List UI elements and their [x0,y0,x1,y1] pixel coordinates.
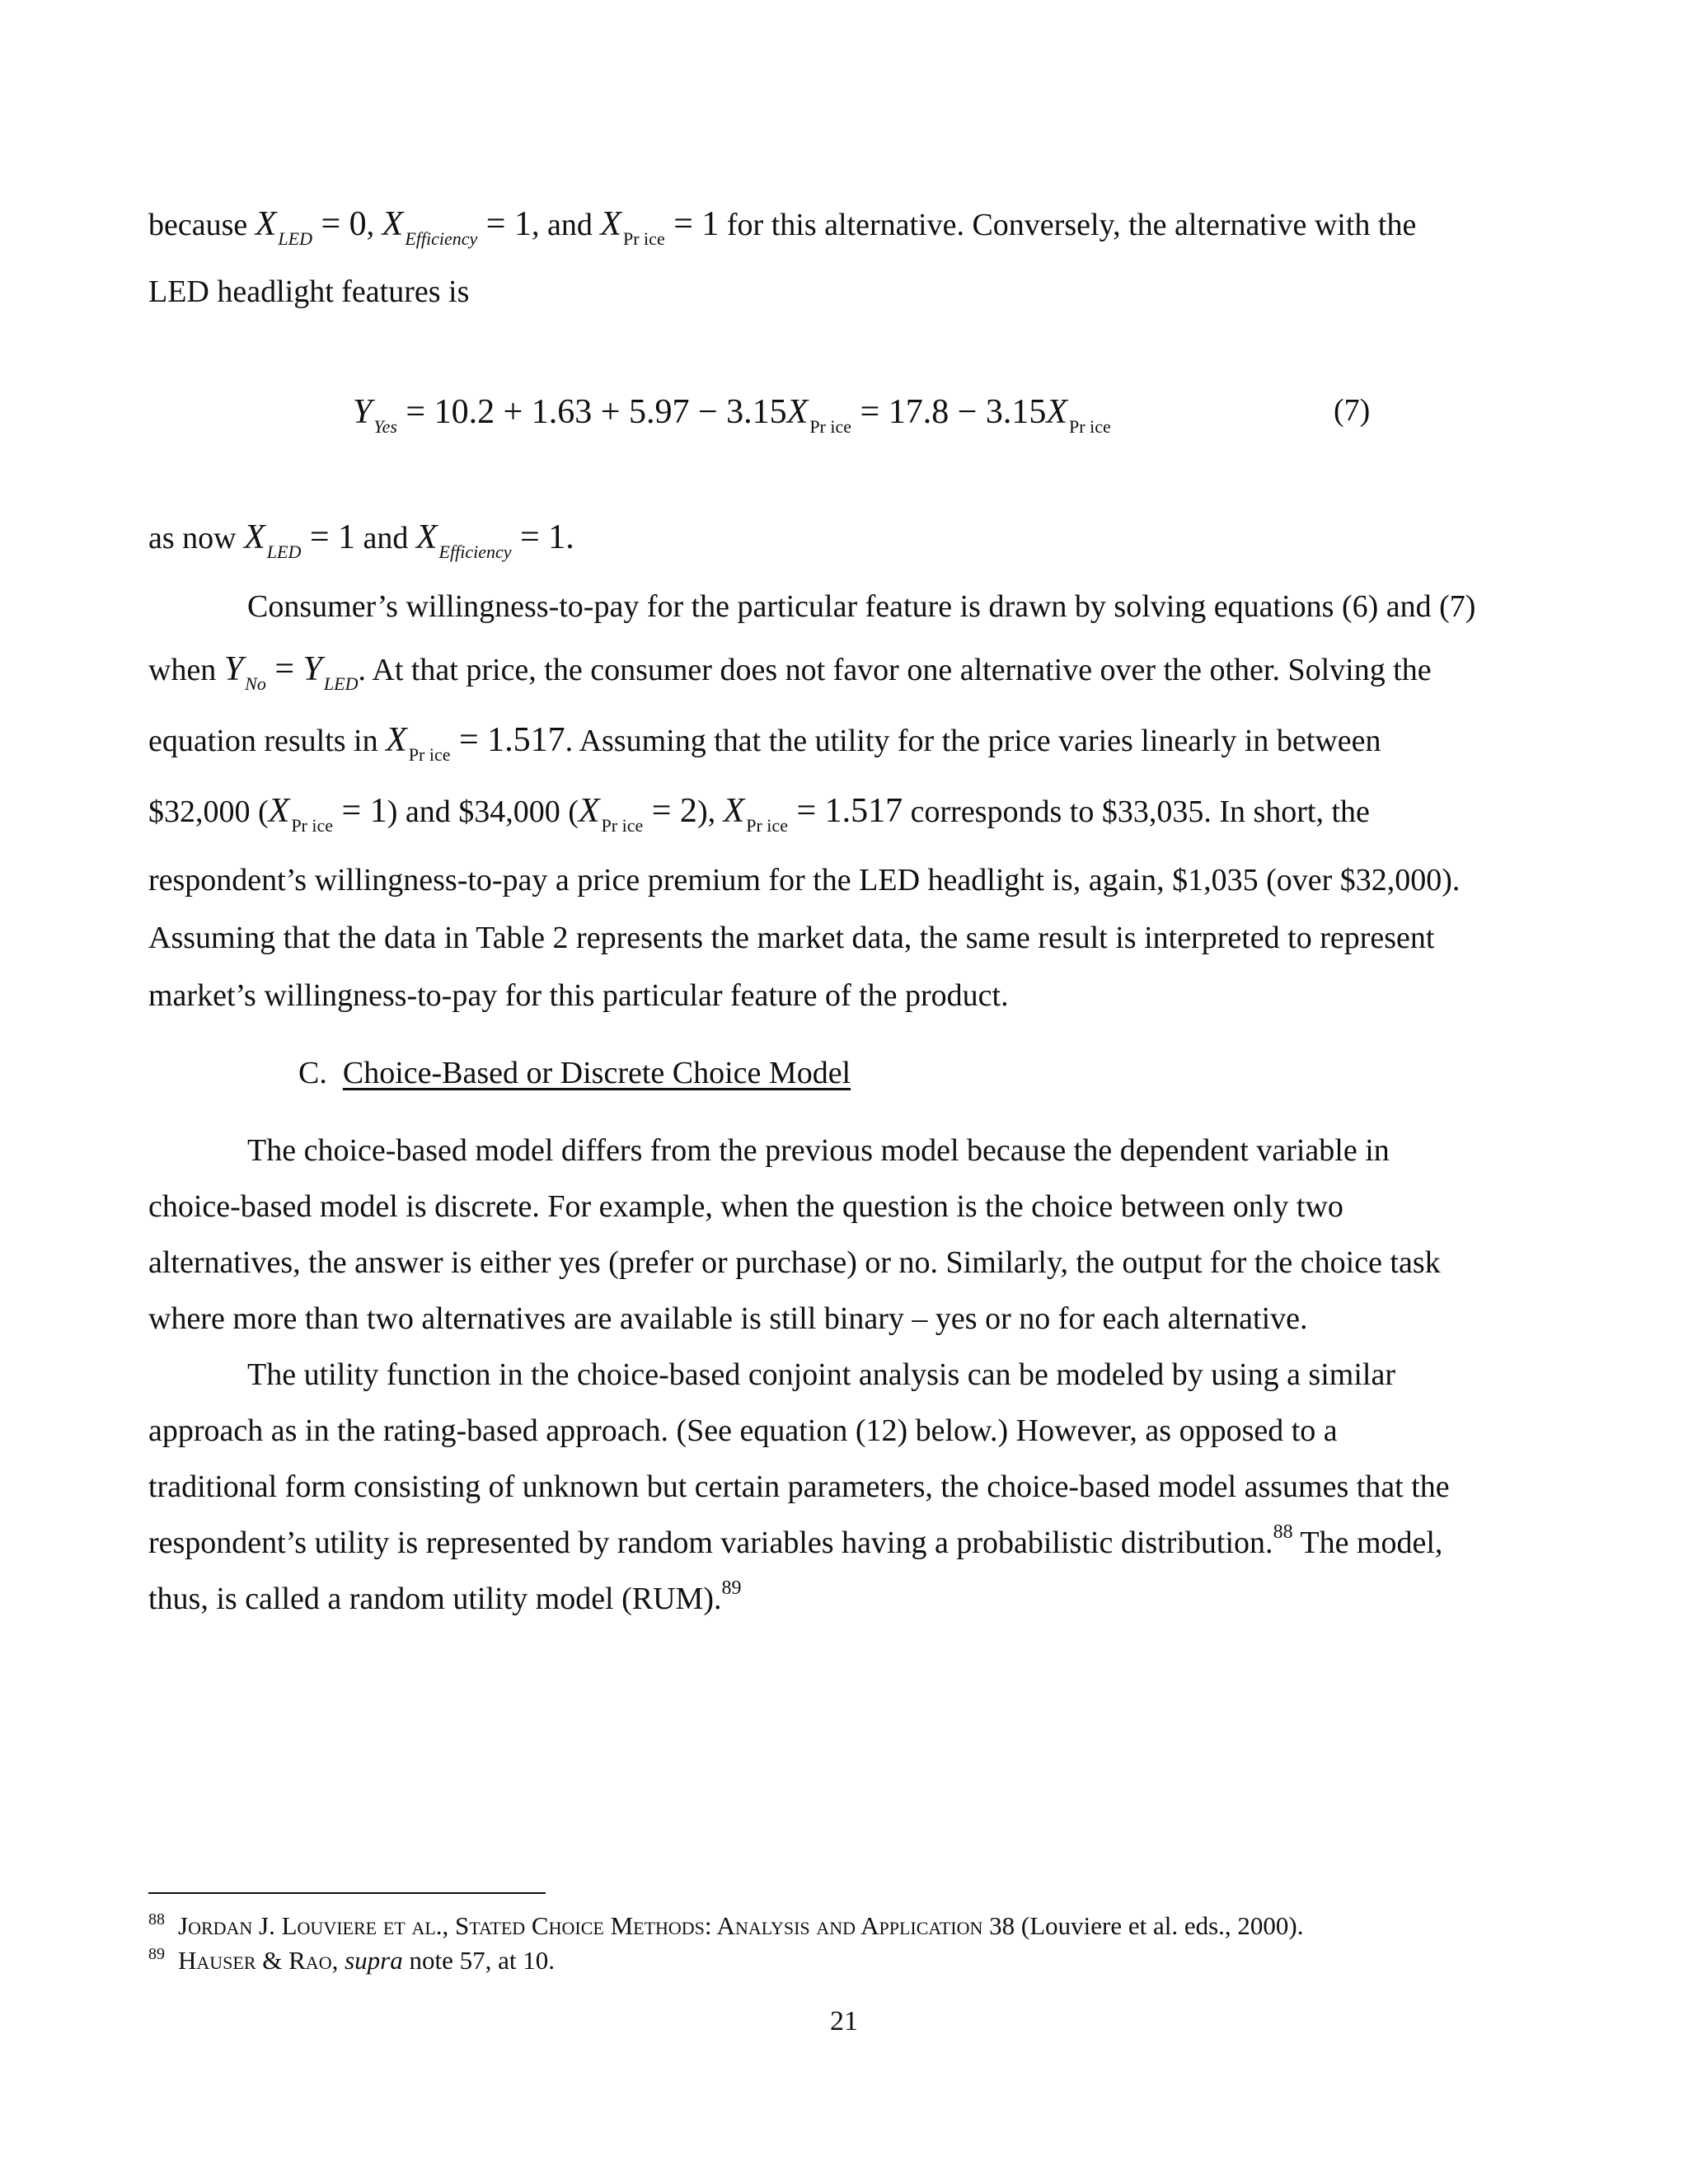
math-value: = 1 [333,792,387,830]
text-fragment: . [565,518,574,556]
text-line: alternatives, the answer is either yes (prefer or purchase) or no. Similarly, the output for the choice task [148,1245,1441,1280]
footnote-number: 89 [148,1945,165,1963]
text-fragment: ), [696,794,724,829]
text-fragment: , [331,1946,345,1975]
text-line-1 [148,204,1416,249]
text-line: where more than two alternatives are available is still binary – yes or no for each alternative. [148,1301,1308,1336]
text-line: The utility function in the choice-based conjoint analysis can be modeled by using a similar [247,1357,1395,1392]
math-var: X [600,205,621,243]
text-fragment: for this alternative. Conversely, the alternative with the [719,208,1417,242]
footnote-authors: Jordan J. Louviere et al. [178,1911,443,1940]
text-line-6 [148,720,1381,765]
text-line: The choice-based model differs from the previous model because the dependent variable in [247,1133,1390,1168]
text-fragment: , [442,1911,456,1940]
text-line: choice-based model is discrete. For example, when the question is the choice between only two [148,1189,1343,1224]
math-var: Y [302,650,322,688]
footnote-title: Stated Choice Methods: Analysis and Application [455,1911,983,1940]
page-number: 21 [830,2006,858,2036]
text-fragment: because [148,208,256,242]
math-value: = 0 [312,205,367,243]
math-value: = [265,650,303,688]
footnote-divider [148,1892,546,1894]
text-line [148,1523,1442,1567]
text-fragment: . At that price, the consumer does not favor one alternative over the other. Solving the [358,653,1432,687]
text-line-9: Assuming that the data in Table 2 represents the market data, the same result is interpreted to represent [148,921,1435,955]
math-value: = 1 [511,518,566,556]
math-subscript: No [245,673,266,694]
math-var: X [1046,393,1068,431]
math-var: X [268,792,290,830]
math-value: = 1 [664,205,720,243]
equation-body: = 10.2 + 1.63 + 5.97 − 3.15 [396,393,787,431]
math-subscript: Pr ice [623,228,665,249]
text-fragment: and [355,521,416,555]
equation-7 [353,387,1111,442]
equation-body: = 17.8 − 3.15 [851,393,1047,431]
text-fragment: ) and $34,000 ( [387,794,579,829]
footnote-number: 88 [148,1910,165,1929]
math-value: = 1.517 [450,721,565,759]
text-fragment: when [148,653,224,687]
math-var: X [786,393,809,431]
text-line-7 [148,791,1370,836]
text-line-10: market’s willingness-to-pay for this particular feature of the product. [148,978,1009,1013]
section-heading [298,1053,851,1093]
text-line: traditional form consisting of unknown but certain parameters, the choice-based model assumes that the [148,1469,1450,1504]
equation-number: (7) [1334,393,1371,428]
footnote-88 [148,1910,1304,1945]
text-line: approach as in the rating-based approach. (See equation (12) below.) However, as opposed to a [148,1413,1338,1448]
footnote-89 [148,1945,555,1980]
math-var: X [386,721,407,759]
text-fragment: note 57, at 10. [402,1946,555,1975]
text-line-4: Consumer’s willingness-to-pay for the particular feature is drawn by solving equations (6) and (7) [247,589,1476,624]
math-var: X [244,518,265,556]
math-value: = 1.517 [787,792,903,830]
math-value: = 2 [643,792,697,830]
footnote-ref-89[interactable]: 89 [721,1577,742,1599]
text-fragment: as now [148,521,245,555]
text-fragment: $32,000 ( [148,794,269,829]
math-value: = 1 [301,518,356,556]
footnote-signal: supra [345,1946,403,1975]
text-line [148,1579,742,1623]
math-subscript: Efficiency [438,541,512,562]
section-title: Choice-Based or Discrete Choice Model [342,1056,851,1090]
text-fragment: corresponds to $33,035. In short, the [903,794,1370,829]
text-fragment: thus, is called a random utility model (RUM). [148,1582,722,1616]
text-fragment: equation results in [148,724,387,758]
math-var: X [415,518,438,556]
math-subscript: Efficiency [405,228,478,249]
footnote-ref-88[interactable]: 88 [1273,1521,1293,1543]
math-value: = 1 [477,205,532,243]
math-subscript: LED [266,541,302,562]
section-label: C. [298,1056,327,1090]
math-var: Y [353,393,373,431]
math-var: X [255,205,277,243]
math-subscript: Yes [373,416,397,437]
text-fragment: 38 (Louviere et al. eds., 2000). [982,1911,1304,1940]
math-subscript: LED [323,673,359,694]
math-subscript: Pr ice [1069,416,1111,437]
text-line-5 [148,649,1432,694]
math-var: X [382,205,404,243]
math-var: X [578,792,600,830]
text-line-3 [148,518,574,562]
text-line-2: LED headlight features is [148,274,470,309]
text-fragment: . Assuming that the utility for the price varies linearly in between [565,724,1381,758]
text-line-8: respondent’s willingness-to-pay a price premium for the LED headlight is, again, $1,035 (over $32,000). [148,863,1461,898]
math-subscript: LED [278,228,312,249]
math-subscript: Pr ice [746,815,788,836]
footnote-authors: Hauser & Rao [178,1946,332,1975]
math-var: Y [223,650,244,688]
text-fragment: , [366,208,382,242]
text-fragment: , and [531,208,601,242]
math-subscript: Pr ice [809,416,852,437]
math-var: X [723,792,745,830]
text-fragment: respondent’s utility is represented by random variables having a probabilistic distribution. [148,1526,1273,1560]
math-subscript: Pr ice [291,815,334,836]
math-subscript: Pr ice [408,744,451,765]
text-fragment: The model, [1292,1526,1443,1560]
math-subscript: Pr ice [601,815,644,836]
